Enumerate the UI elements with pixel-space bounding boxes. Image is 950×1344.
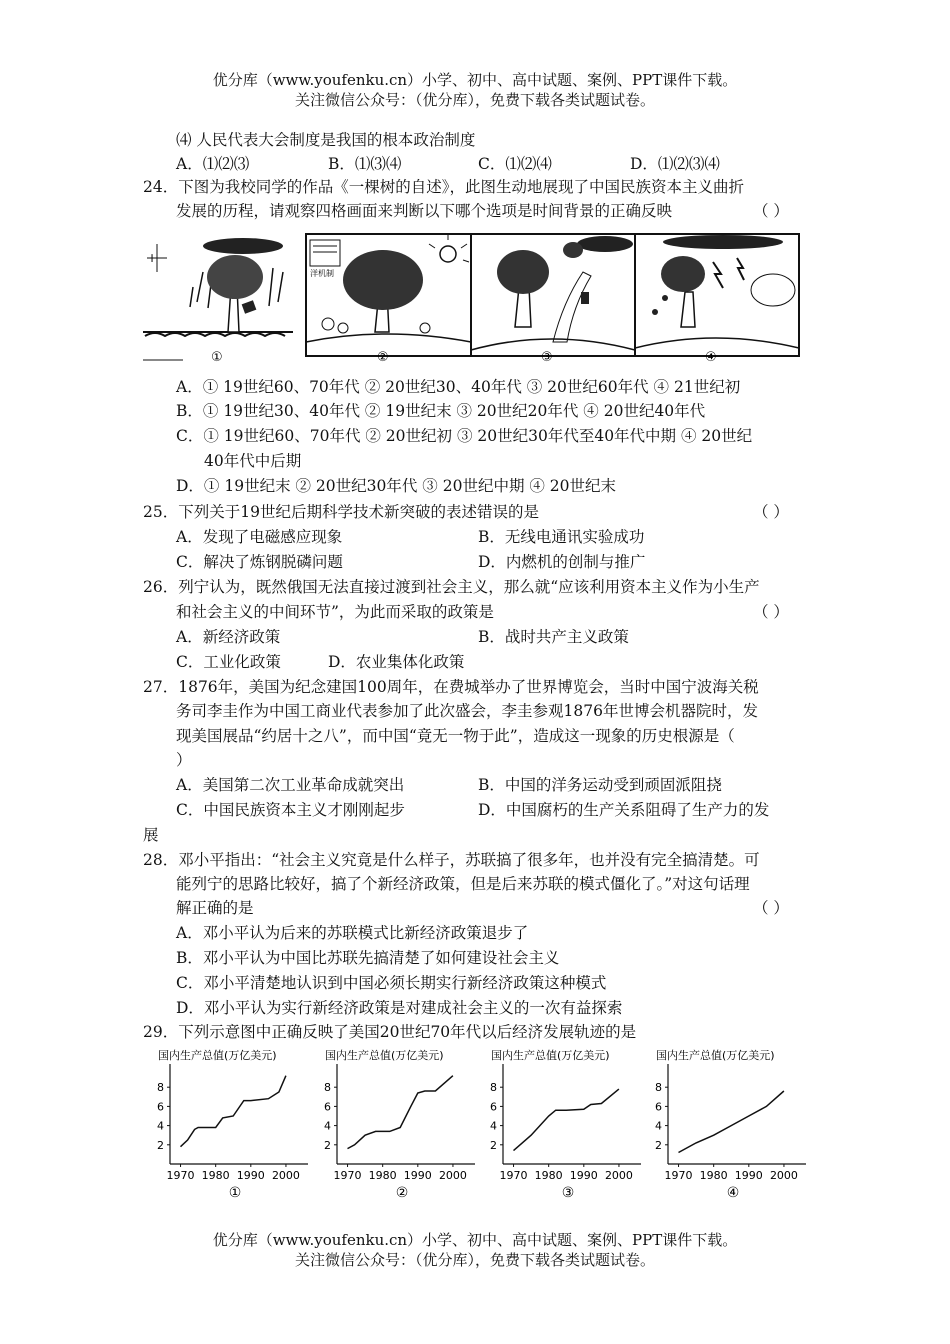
q27-stem-line2: 务司李圭作为中国工商业代表参加了此次盛会，李圭参观1876年世博会机器院时，发 bbox=[176, 702, 758, 720]
y-tick-label: 4 bbox=[157, 1119, 164, 1133]
q24-option-c-line1[interactable]: C．① 19世纪60、70年代 ② 20世纪初 ③ 20世纪30年代至40年代中期 ④ 20世纪 bbox=[176, 427, 753, 445]
panel-3-label: ③ bbox=[541, 350, 553, 364]
x-tick-label: 1980 bbox=[534, 1169, 563, 1182]
q27-option-d-line2: 展 bbox=[143, 826, 159, 844]
gdp-line bbox=[514, 1089, 619, 1151]
y-tick-label: 8 bbox=[157, 1081, 164, 1095]
x-tick-label: 1990 bbox=[569, 1169, 598, 1182]
x-tick-label: 1970 bbox=[333, 1169, 362, 1182]
q24-answer-paren[interactable]: （ ） bbox=[753, 202, 789, 220]
chart-number-label: ③ bbox=[561, 1185, 575, 1201]
svg-text:+: + bbox=[147, 251, 158, 265]
panel-2-sign: 洋机制 bbox=[310, 269, 334, 278]
q28-stem-line3: 解正确的是 bbox=[176, 899, 254, 917]
x-tick-label: 1970 bbox=[499, 1169, 528, 1182]
chart-number-label: ② bbox=[395, 1185, 409, 1201]
q27-option-a[interactable]: A．美国第二次工业革命成就突出 bbox=[176, 776, 405, 794]
chart-title: 国内生产总值(万亿美元) bbox=[491, 1049, 610, 1062]
chart-number-label: ① bbox=[228, 1185, 242, 1201]
q24-option-d[interactable]: D．① 19世纪末 ② 20世纪30年代 ③ 20世纪中期 ④ 20世纪末 bbox=[176, 477, 617, 495]
q24-option-c-line2: 40年代中后期 bbox=[204, 452, 302, 470]
q24-option-a[interactable]: A．① 19世纪60、70年代 ② 20世纪30、40年代 ③ 20世纪60年代 ④ 21世纪初 bbox=[176, 378, 741, 396]
panel-1 bbox=[143, 238, 293, 364]
q24-stem-line1: 24．下图为我校同学的作品《一棵树的自述》，此图生动地展现了中国民族资本主义曲折 bbox=[143, 178, 744, 196]
q27-option-b[interactable]: B．中国的洋务运动受到顽固派阻挠 bbox=[478, 776, 722, 794]
x-tick-label: 2000 bbox=[271, 1169, 300, 1182]
y-tick-label: 2 bbox=[157, 1138, 164, 1152]
y-tick-label: 6 bbox=[490, 1100, 497, 1114]
x-tick-label: 1990 bbox=[236, 1169, 265, 1182]
q25-option-b[interactable]: B．无线电通讯实验成功 bbox=[478, 528, 645, 546]
q24-option-b[interactable]: B．① 19世纪30、40年代 ② 19世纪末 ③ 20世纪20年代 ④ 20世纪40年代 bbox=[176, 402, 706, 420]
q28-option-a[interactable]: A．邓小平认为后来的苏联模式比新经济政策退步了 bbox=[176, 924, 529, 942]
q24-stem-line2: 发展的历程，请观察四格画面来判断以下哪个选项是时间背景的正确反映 bbox=[176, 202, 673, 220]
q28-stem-line2: 能列宁的思路比较好，搞了个新经济政策，但是后来苏联的模式僵化了。”对这句话理 bbox=[176, 875, 750, 893]
q25-option-c[interactable]: C．解决了炼钢脱磷问题 bbox=[176, 553, 343, 571]
q27-option-d-line1[interactable]: D．中国腐朽的生产关系阻碍了生产力的发 bbox=[478, 801, 770, 819]
x-tick-label: 1970 bbox=[664, 1169, 693, 1182]
panel-4-label: ④ bbox=[705, 350, 717, 364]
q23-item4: ⑷ 人民代表大会制度是我国的根本政治制度 bbox=[176, 131, 476, 149]
gdp-chart-2[interactable] bbox=[317, 1046, 479, 1204]
q25-stem: 25．下列关于19世纪后期科学技术新突破的表述错误的是 bbox=[143, 503, 539, 521]
chart-number-label: ④ bbox=[726, 1185, 740, 1201]
y-tick-label: 8 bbox=[324, 1081, 331, 1095]
x-tick-label: 1990 bbox=[403, 1169, 432, 1182]
q25-answer-paren[interactable]: （ ） bbox=[753, 503, 789, 521]
q26-option-a[interactable]: A．新经济政策 bbox=[176, 628, 281, 646]
q27-stem-line3: 现美国展品“约居十之八”，而中国“竟无一物于此”，造成这一现象的历史根源是（ bbox=[176, 727, 735, 745]
footer-line-2: 关注微信公众号：（优分库），免费下载各类试题试卷。 bbox=[294, 1251, 655, 1269]
chart-title: 国内生产总值(万亿美元) bbox=[656, 1049, 775, 1062]
header-line-1: 优分库（www.youfenku.cn）小学、初中、高中试题、案例、PPT课件下载。 bbox=[212, 71, 738, 89]
q25-option-d[interactable]: D．内燃机的创制与推广 bbox=[478, 553, 646, 571]
y-tick-label: 2 bbox=[324, 1138, 331, 1152]
chart-title: 国内生产总值(万亿美元) bbox=[325, 1049, 444, 1062]
gdp-chart-1[interactable] bbox=[150, 1046, 312, 1204]
chart-title: 国内生产总值(万亿美元) bbox=[158, 1049, 277, 1062]
q23-option-d[interactable]: D．⑴⑵⑶⑷ bbox=[630, 155, 720, 173]
q27-option-c[interactable]: C．中国民族资本主义才刚刚起步 bbox=[176, 801, 405, 819]
gdp-line bbox=[348, 1076, 453, 1149]
q28-option-c[interactable]: C．邓小平清楚地认识到中国必须长期实行新经济政策这种模式 bbox=[176, 974, 607, 992]
q28-stem-line1: 28．邓小平指出：“社会主义究竟是什么样子，苏联搞了很多年，也并没有完全搞清楚。可 bbox=[143, 851, 760, 869]
panel-2 bbox=[306, 234, 471, 364]
q27-stem-line1: 27．1876年，美国为纪念建国100周年，在费城举办了世界博览会，当时中国宁波海关税 bbox=[143, 678, 759, 696]
q26-stem-line1: 26．列宁认为，既然俄国无法直接过渡到社会主义，那么就“应该利用资本主义作为小生产 bbox=[143, 578, 760, 596]
y-tick-label: 6 bbox=[655, 1100, 662, 1114]
q23-option-a[interactable]: A．⑴⑵⑶ bbox=[176, 155, 250, 173]
x-tick-label: 1970 bbox=[166, 1169, 195, 1182]
gdp-line bbox=[181, 1076, 286, 1147]
y-tick-label: 2 bbox=[655, 1138, 662, 1152]
q28-answer-paren[interactable]: （ ） bbox=[753, 899, 789, 917]
y-tick-label: 8 bbox=[655, 1081, 662, 1095]
q26-option-c[interactable]: C．工业化政策 bbox=[176, 653, 281, 671]
x-tick-label: 2000 bbox=[438, 1169, 467, 1182]
tree-cartoon-figure bbox=[143, 232, 800, 364]
q28-option-d[interactable]: D．邓小平认为实行新经济政策是对建成社会主义的一次有益探索 bbox=[176, 999, 623, 1017]
panel-4 bbox=[635, 234, 799, 364]
y-tick-label: 6 bbox=[157, 1100, 164, 1114]
y-tick-label: 6 bbox=[324, 1100, 331, 1114]
panel-1-label: ① bbox=[211, 350, 223, 364]
q29-stem: 29．下列示意图中正确反映了美国20世纪70年代以后经济发展轨迹的是 bbox=[143, 1023, 637, 1041]
gdp-chart-4[interactable] bbox=[648, 1046, 810, 1204]
q27-stem-line4[interactable]: ） bbox=[176, 751, 192, 769]
y-tick-label: 8 bbox=[490, 1081, 497, 1095]
panel-3 bbox=[471, 234, 635, 364]
y-tick-label: 2 bbox=[490, 1138, 497, 1152]
gdp-line bbox=[679, 1091, 784, 1153]
y-tick-label: 4 bbox=[324, 1119, 331, 1133]
q25-option-a[interactable]: A．发现了电磁感应现象 bbox=[176, 528, 343, 546]
x-tick-label: 1990 bbox=[734, 1169, 763, 1182]
y-tick-label: 4 bbox=[490, 1119, 497, 1133]
q23-option-c[interactable]: C．⑴⑵⑷ bbox=[478, 155, 552, 173]
q26-option-b[interactable]: B．战时共产主义政策 bbox=[478, 628, 629, 646]
y-tick-label: 4 bbox=[655, 1119, 662, 1133]
x-tick-label: 2000 bbox=[769, 1169, 798, 1182]
x-tick-label: 1980 bbox=[699, 1169, 728, 1182]
x-tick-label: 1980 bbox=[368, 1169, 397, 1182]
x-tick-label: 2000 bbox=[604, 1169, 633, 1182]
q26-option-d[interactable]: D．农业集体化政策 bbox=[328, 653, 465, 671]
panel-2-label: ② bbox=[377, 350, 389, 364]
footer-line-1: 优分库（www.youfenku.cn）小学、初中、高中试题、案例、PPT课件下载。 bbox=[212, 1231, 738, 1249]
gdp-chart-3[interactable] bbox=[483, 1046, 645, 1204]
q28-option-b[interactable]: B．邓小平认为中国比苏联先搞清楚了如何建设社会主义 bbox=[176, 949, 560, 967]
q26-stem-line2: 和社会主义的中间环节”，为此而采取的政策是 bbox=[176, 603, 494, 621]
q23-option-b[interactable]: B．⑴⑶⑷ bbox=[328, 155, 402, 173]
q26-answer-paren[interactable]: （ ） bbox=[753, 603, 789, 621]
x-tick-label: 1980 bbox=[201, 1169, 230, 1182]
header-line-2: 关注微信公众号：（优分库），免费下载各类试题试卷。 bbox=[294, 91, 655, 109]
